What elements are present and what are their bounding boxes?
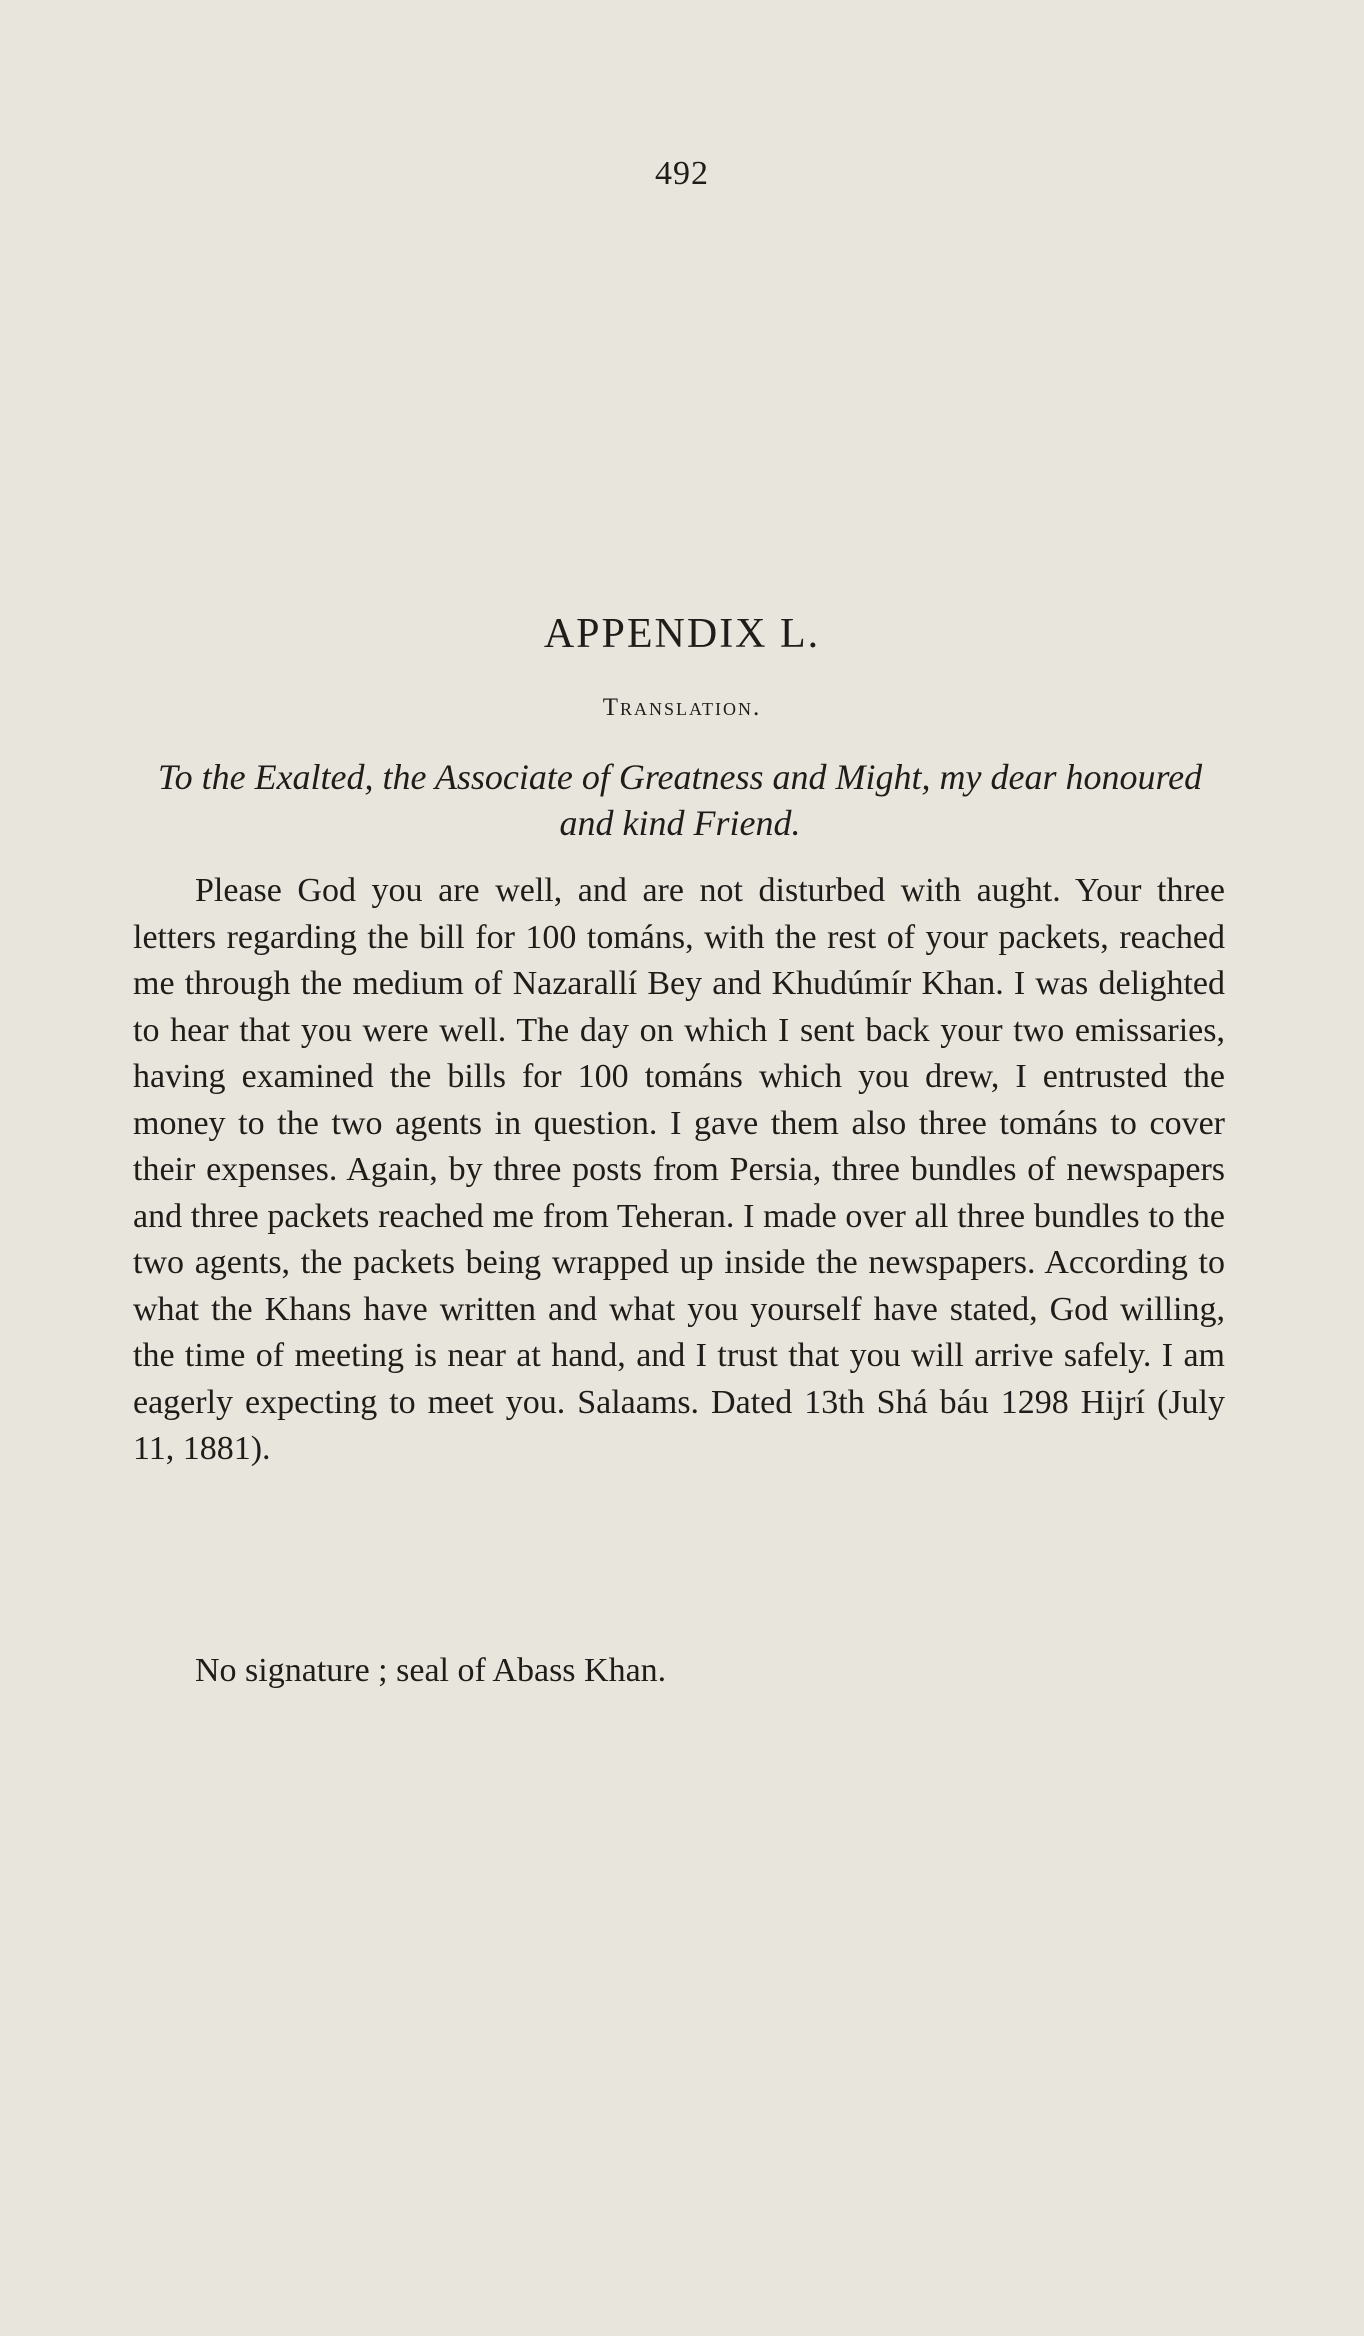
letter-body: Please God you are well, and are not disturbed with aught. Your three letters regarding the bill for 100 tománs, with the rest of your packets, reached me through the medium of Nazarallí Bey and Khudúmír Khan. I was delighted to hear that you were well. The day on which I sent back your two emissaries, having examined the bills for 100 tománs which you drew, I entrusted the money to the two agents in question. I gave them also three tománs to cover their expenses. Again, by three posts from Persia, three bundles of newspapers and three packets reached me from Teheran. I made over all three bundles to the two agents, the packets being wrapped up inside the newspapers. According to what the Khans have written and what you yourself have stated, God willing, the time of meeting is near at hand, and I trust that you will arrive safely. I am eagerly expecting to meet you. Salaams. Dated 13th Shá báu 1298 Hijrí (July 11, 1881). [133, 872, 1225, 1467]
appendix-title: APPENDIX L. [543, 611, 821, 657]
letter-salutation: To the Exalted, the Associate of Greatness and Might, my dear honoured and kind Friend. [157, 757, 1203, 843]
closing-note: No signature ; seal of Abass Khan. [195, 1652, 667, 1689]
page-number: 492 [655, 155, 709, 192]
section-heading: Translation. [602, 694, 762, 721]
